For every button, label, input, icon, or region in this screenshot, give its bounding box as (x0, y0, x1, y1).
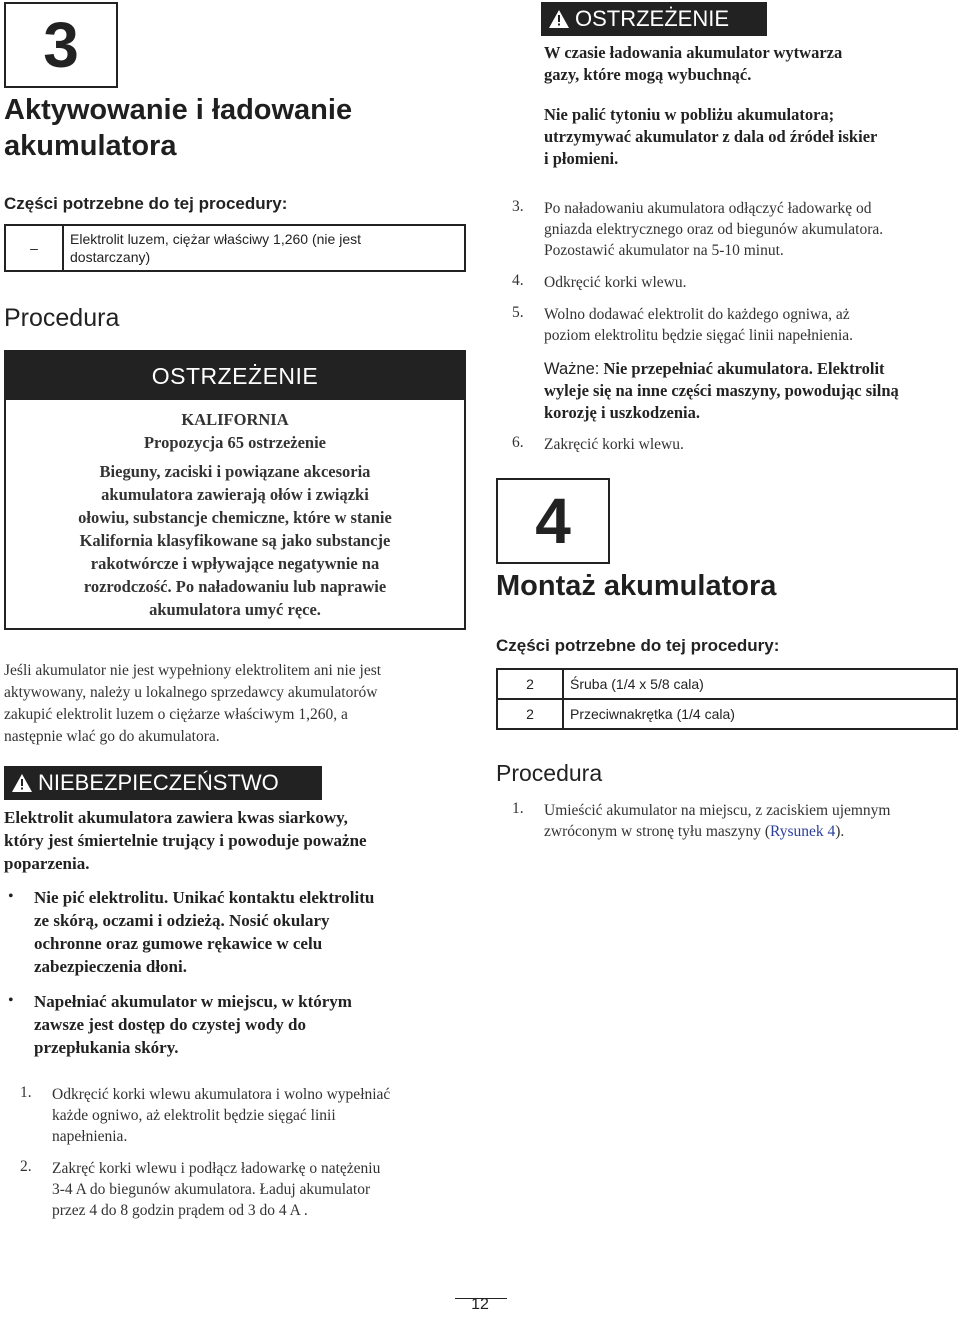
paragraph-line: następnie wlać go do akumulatora. (4, 728, 220, 745)
warning-line: Kalifornia klasyfikowane są jako substancje (79, 531, 391, 550)
warning-banner (541, 2, 767, 36)
parts-qty: 2 (497, 699, 563, 729)
warning-label: OSTRZEŻENIE (575, 6, 730, 31)
step-number: 5. (512, 304, 524, 321)
step-line: przez 4 do 8 godzin prądem od 3 do 4 A . (52, 1202, 308, 1219)
danger-bullet (34, 886, 466, 978)
paragraph-line: Jeśli akumulator nie jest wypełniony elektrolitem ani nie jest (4, 662, 382, 679)
step-text-prefix: zwróconym w stronę tyłu maszyny ( (544, 823, 770, 840)
step-line: 3-4 A do biegunów akumulatora. Ładuj akumulator (52, 1181, 371, 1198)
parts-desc-line: dostarczany) (70, 249, 151, 265)
bullet-icon: • (8, 992, 14, 1009)
warning-line: rakotwórcze i wpływające negatywnie na (90, 554, 380, 573)
danger-text (4, 806, 466, 875)
parts-heading: Części potrzebne do tej procedury: (4, 194, 288, 213)
parts-desc: Śruba (1/4 x 5/8 cala) (563, 669, 957, 699)
danger-line: który jest śmiertelnie trujący i powoduje poważne (4, 831, 367, 850)
step-line: każde ogniwo, aż elektrolit będzie sięgać linii (52, 1107, 336, 1124)
warning-line: gazy, które mogą wybuchnąć. (544, 65, 752, 84)
section-number: 3 (43, 9, 79, 81)
important-note (544, 358, 960, 424)
section-title (4, 92, 464, 164)
step-text (52, 1084, 466, 1147)
step-text (544, 272, 960, 293)
bullet-line: zawsze jest dostęp do czystej wody do (34, 1015, 306, 1034)
bullet-line: ochronne oraz gumowe rękawice w celu (34, 934, 323, 953)
warning-line: rozrodczość. Po naładowaniu lub naprawie (83, 577, 387, 596)
warning-line: akumulatora umyć ręce. (149, 600, 321, 619)
paragraph-line: zakupić elektrolit luzem o ciężarze właściwym 1,260, a (4, 706, 348, 723)
table-row (5, 225, 465, 271)
warning-triangle-icon (12, 774, 32, 792)
step-number: 3. (512, 198, 524, 215)
step-line: Umieścić akumulator na miejscu, z zaciskiem ujemnym (544, 802, 891, 819)
step-line: napełnienia. (52, 1128, 128, 1145)
step-line: poziom elektrolitu będzie sięgać linii napełnienia. (544, 327, 854, 344)
step-number: 6. (512, 434, 524, 451)
step-number: 4. (512, 272, 524, 289)
danger-line: poparzenia. (4, 854, 90, 873)
bullet-icon: • (8, 888, 14, 905)
step-text-suffix: ). (835, 823, 845, 840)
important-text: Nie przepełniać akumulatora. Elektrolit (599, 359, 885, 378)
page-number: 12 (471, 1296, 489, 1313)
warning-line: ołowiu, substancje chemiczne, które w stanie (78, 508, 392, 527)
warning-para-2 (544, 104, 960, 170)
bullet-line: przepłukania skóry. (34, 1038, 179, 1057)
step-text (544, 304, 960, 346)
warning-line: Propozycja 65 ostrzeżenie (143, 433, 327, 452)
danger-line: Elektrolit akumulatora zawiera kwas siarkowy, (4, 808, 348, 827)
california-warning-header: OSTRZEŻENIE (6, 352, 464, 400)
parts-table (496, 668, 958, 730)
section-number-box-3 (4, 2, 118, 88)
danger-label: NIEBEZPIECZEŃSTWO (38, 770, 279, 795)
bullet-line: Napełniać akumulator w miejscu, w którym (34, 992, 352, 1011)
warning-line: W czasie ładowania akumulator wytwarza (544, 43, 843, 62)
step-line: Pozostawić akumulator na 5-10 minut. (544, 242, 784, 259)
step-line: Po naładowaniu akumulatora odłączyć ładowarkę od (544, 200, 872, 217)
step-text (52, 1158, 466, 1221)
parts-table (4, 224, 466, 272)
step-number: 2. (20, 1158, 32, 1175)
warning-line: Bieguny, zaciski i powiązane akcesoria (99, 462, 371, 481)
important-label: Ważne: (544, 360, 600, 378)
parts-desc: Przeciwnakrętka (1/4 cala) (563, 699, 957, 729)
step-line: Wolno dodawać elektrolit do każdego ogniwa, aż (544, 306, 850, 323)
section-title: Montaż akumulatora (496, 570, 777, 602)
section-title-line: Aktywowanie i ładowanie (4, 94, 353, 126)
parts-qty: – (5, 225, 63, 271)
parts-desc-line: Elektrolit luzem, ciężar właściwy 1,260 (nie jest (70, 231, 361, 247)
section-title-line: akumulatora (4, 130, 177, 162)
important-line (544, 358, 960, 380)
procedure-heading: Procedura (496, 760, 603, 786)
bullet-line: Nie pić elektrolitu. Unikać kontaktu elektrolitu (34, 888, 375, 907)
step-line (544, 821, 960, 842)
parts-heading: Części potrzebne do tej procedury: (496, 636, 780, 655)
danger-bullet (34, 990, 466, 1059)
step-line: Zakręć korki wlewu i podłącz ładowarkę o natężeniu (52, 1160, 381, 1177)
important-line: wyleje się na inne części maszyny, powodując silną (544, 381, 899, 400)
warning-para-1 (544, 42, 960, 86)
procedure-heading: Procedura (4, 304, 120, 332)
california-warning-body (6, 400, 464, 621)
step-number: 1. (20, 1084, 32, 1101)
california-warning-box (4, 350, 466, 630)
step-line: gniazda elektrycznego oraz od biegunów akumulatora. (544, 221, 884, 238)
warning-line: KALIFORNIA (181, 410, 289, 429)
figure-link[interactable]: Rysunek 4 (770, 823, 836, 840)
parts-qty: 2 (497, 669, 563, 699)
parts-desc (63, 225, 465, 271)
important-line: korozję i uszkodzenia. (544, 403, 700, 422)
step-line: Odkręcić korki wlewu. (544, 274, 687, 291)
danger-banner (4, 766, 322, 800)
warning-line: akumulatora zawierają ołów i związki (101, 485, 369, 504)
warning-line: Nie palić tytoniu w pobliżu akumulatora; (544, 105, 835, 124)
step-text: Zakręcić korki wlewu. (544, 436, 684, 453)
step-text (544, 198, 960, 261)
warning-line: utrzymywać akumulator z dala od źródeł iskier (544, 127, 878, 146)
bullet-line: zabezpieczenia dłoni. (34, 957, 187, 976)
section-number: 4 (535, 485, 571, 557)
table-row (497, 699, 957, 729)
intro-paragraph (4, 660, 466, 748)
step-number: 1. (512, 800, 524, 817)
paragraph-line: aktywowany, należy u lokalnego sprzedawcy akumulatorów (4, 684, 378, 701)
bullet-line: ze skórą, oczami i odzieżą. Nosić okulary (34, 911, 330, 930)
step-text (544, 800, 960, 842)
table-row (497, 669, 957, 699)
section-number-box-4 (496, 478, 610, 564)
step-line: Odkręcić korki wlewu akumulatora i wolno wypełniać (52, 1086, 391, 1103)
warning-line: i płomieni. (544, 149, 619, 168)
warning-triangle-icon (549, 10, 569, 28)
